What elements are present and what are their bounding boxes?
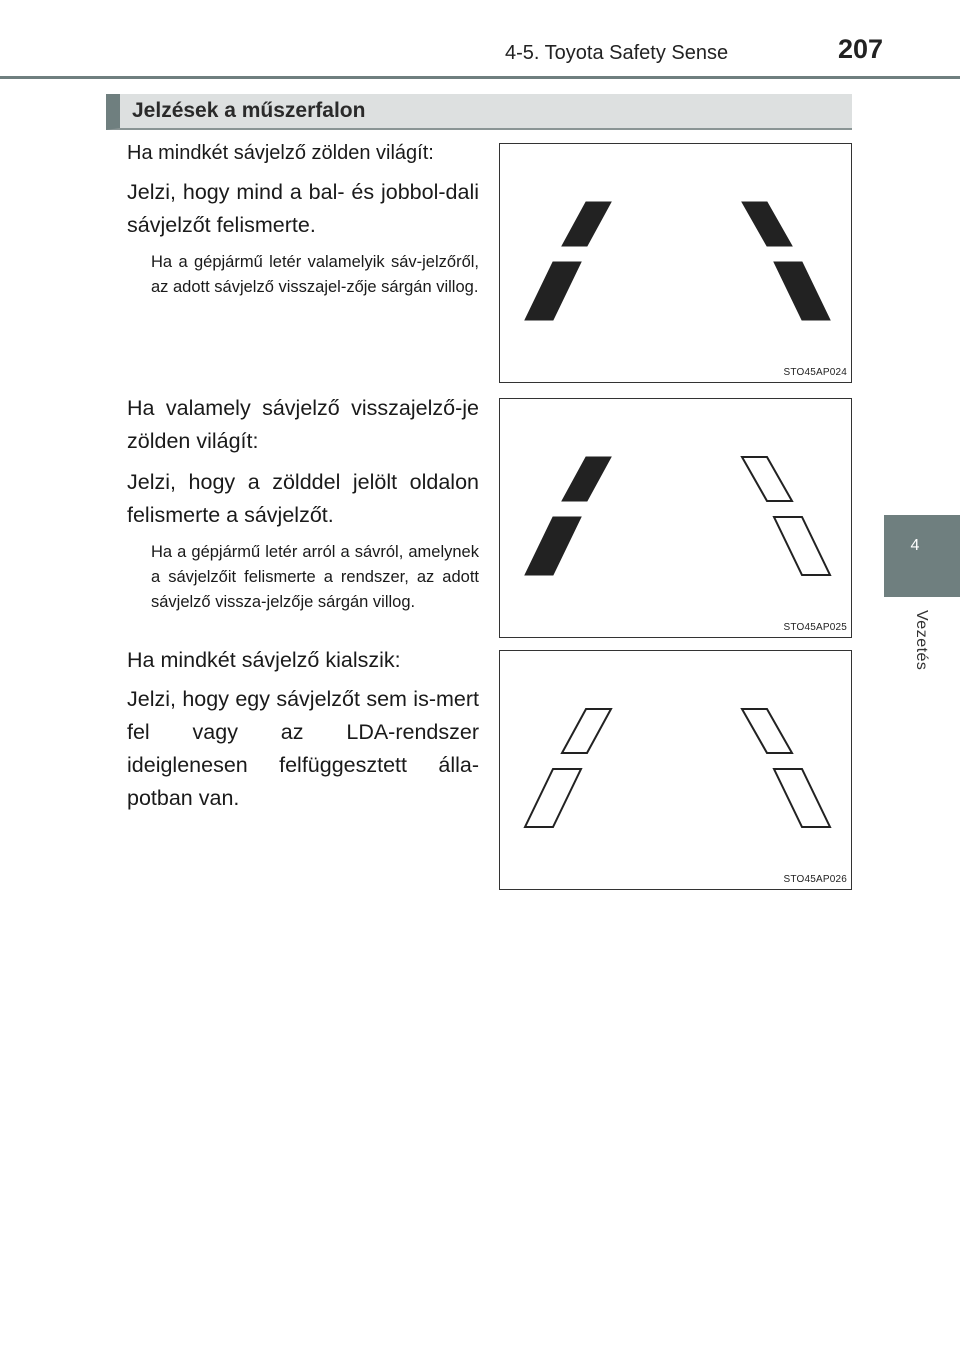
figure-code: STO45AP026 (783, 874, 847, 885)
left-lane-marker-2 (525, 517, 581, 575)
left-lane-marker-2 (525, 769, 581, 827)
page-number: 207 (838, 34, 884, 64)
left-lane-marker-2 (525, 262, 581, 320)
chapter-number: 4 (910, 537, 920, 554)
right-lane-marker-2 (774, 517, 830, 575)
lane-marker-illustration (500, 651, 853, 891)
block-lead: Ha valamely sávjelző visszajelző-je zölden világít: (127, 396, 479, 453)
block-lead: Ha mindkét sávjelző kialszik: (127, 648, 401, 672)
chapter-tab (884, 515, 960, 597)
block-body: Jelzi, hogy mind a bal- és jobbol-dali sávjelzőt felismerte. (127, 180, 479, 237)
lane-marker-illustration (500, 399, 853, 639)
right-lane-marker-1 (742, 709, 792, 753)
text-block-3 (127, 645, 479, 823)
left-lane-marker-1 (562, 202, 611, 246)
right-lane-marker-2 (774, 262, 830, 320)
right-lane-marker-1 (742, 457, 792, 501)
section-heading: Jelzések a műszerfalon (132, 99, 366, 122)
right-lane-marker-1 (742, 202, 792, 246)
figure-1 (499, 143, 852, 383)
header-rule (0, 76, 960, 79)
block-note: Ha a gépjármű letér valamelyik sáv-jelzőről, az adott sávjelző visszajel-zője sárgán villog. (151, 253, 479, 296)
text-block-1 (127, 138, 479, 300)
section-title: 4-5. Toyota Safety Sense (505, 42, 729, 64)
left-lane-marker-1 (562, 457, 611, 501)
lane-marker-illustration (500, 144, 853, 384)
block-lead: Ha mindkét sávjelző zölden világít: (127, 142, 434, 164)
block-note: Ha a gépjármű letér arról a sávról, amelynek a sávjelzőit felismerte a rendszer, az adott sávjelző vissza-jelzője sárgán villog. (151, 543, 479, 611)
block-body: Jelzi, hogy egy sávjelzőt sem is-mert fel vagy az LDA-rendszer ideiglenesen felfüggesztett álla-potban van. (127, 687, 479, 810)
figure-code: STO45AP024 (783, 367, 847, 378)
figure-2 (499, 398, 852, 638)
block-body: Jelzi, hogy a zölddel jelölt oldalon felismerte a sávjelzőt. (127, 470, 479, 527)
figure-code: STO45AP025 (783, 622, 847, 633)
chapter-label: Vezetés (913, 610, 930, 671)
text-block-2 (127, 392, 479, 615)
right-lane-marker-2 (774, 769, 830, 827)
left-lane-marker-1 (562, 709, 611, 753)
section-heading-bar (106, 94, 852, 130)
figure-3 (499, 650, 852, 890)
